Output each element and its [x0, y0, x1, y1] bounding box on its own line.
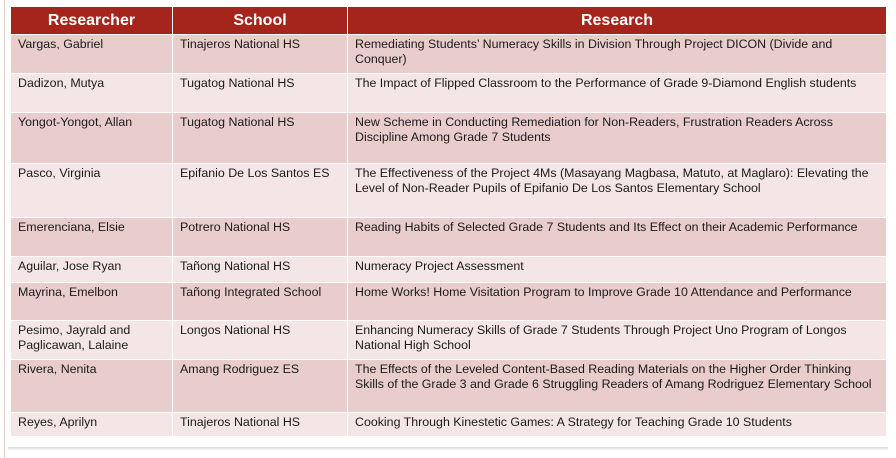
table-row — [11, 360, 887, 413]
researcher-cell: Aguilar, Jose Ryan — [11, 257, 173, 283]
school-cell: Tañong National HS — [173, 257, 348, 283]
school-cell: Potrero National HS — [173, 218, 348, 257]
research-cell: Home Works! Home Visitation Program to Improve Grade 10 Attendance and Performance — [348, 283, 887, 321]
school-cell: Tinajeros National HS — [173, 413, 348, 437]
table-row — [11, 257, 887, 283]
researcher-cell: Pasco, Virginia — [11, 164, 173, 218]
researcher-cell: Vargas, Gabriel — [11, 35, 173, 74]
research-cell: Remediating Students’ Numeracy Skills in Division Through Project DICON (Divide and Conquer) — [348, 35, 887, 74]
table-row — [11, 321, 887, 360]
table-row — [11, 113, 887, 164]
school-cell: Tugatog National HS — [173, 74, 348, 113]
research-cell: New Scheme in Conducting Remediation for Non-Readers, Frustration Readers Across Discipline Among Grade 7 Students — [348, 113, 887, 164]
research-table — [10, 6, 887, 437]
header-research: Research — [348, 7, 887, 35]
slide-bottom-shadow — [8, 447, 888, 451]
research-cell: The Effects of the Leveled Content-Based Reading Materials on the Higher Order Thinking Skills of the Grade 3 and Grade 6 Struggling Readers of Amang Rodriguez Elementary School — [348, 360, 887, 413]
research-cell: The Impact of Flipped Classroom to the Performance of Grade 9-Diamond English students — [348, 74, 887, 113]
school-cell: Tañong Integrated School — [173, 283, 348, 321]
school-cell: Tinajeros National HS — [173, 35, 348, 74]
table-row — [11, 74, 887, 113]
research-cell: Reading Habits of Selected Grade 7 Students and Its Effect on their Academic Performance — [348, 218, 887, 257]
school-cell: Longos National HS — [173, 321, 348, 360]
researcher-cell: Mayrina, Emelbon — [11, 283, 173, 321]
table-row — [11, 35, 887, 74]
table-row — [11, 164, 887, 218]
table-row — [11, 218, 887, 257]
header-school: School — [173, 7, 348, 35]
table-row — [11, 283, 887, 321]
research-cell: The Effectiveness of the Project 4Ms (Masayang Magbasa, Matuto, at Maglaro): Elevating the Level of Non-Reader Pupils of Epifanio De Los Santos Elementary School — [348, 164, 887, 218]
table-row — [11, 413, 887, 437]
researcher-cell: Dadizon, Mutya — [11, 74, 173, 113]
researcher-cell: Rivera, Nenita — [11, 360, 173, 413]
researcher-cell: Pesimo, Jayrald and Paglicawan, Lalaine — [11, 321, 173, 360]
school-cell: Epifanio De Los Santos ES — [173, 164, 348, 218]
table-header-row — [11, 7, 887, 35]
research-cell: Enhancing Numeracy Skills of Grade 7 Students Through Project Uno Program of Longos National High School — [348, 321, 887, 360]
header-researcher: Researcher — [11, 7, 173, 35]
slide-left-rule — [4, 0, 5, 458]
school-cell: Amang Rodriguez ES — [173, 360, 348, 413]
research-cell: Cooking Through Kinestetic Games: A Strategy for Teaching Grade 10 Students — [348, 413, 887, 437]
researcher-cell: Yongot-Yongot, Allan — [11, 113, 173, 164]
researcher-cell: Emerenciana, Elsie — [11, 218, 173, 257]
research-cell: Numeracy Project Assessment — [348, 257, 887, 283]
school-cell: Tugatog National HS — [173, 113, 348, 164]
researcher-cell: Reyes, Aprilyn — [11, 413, 173, 437]
